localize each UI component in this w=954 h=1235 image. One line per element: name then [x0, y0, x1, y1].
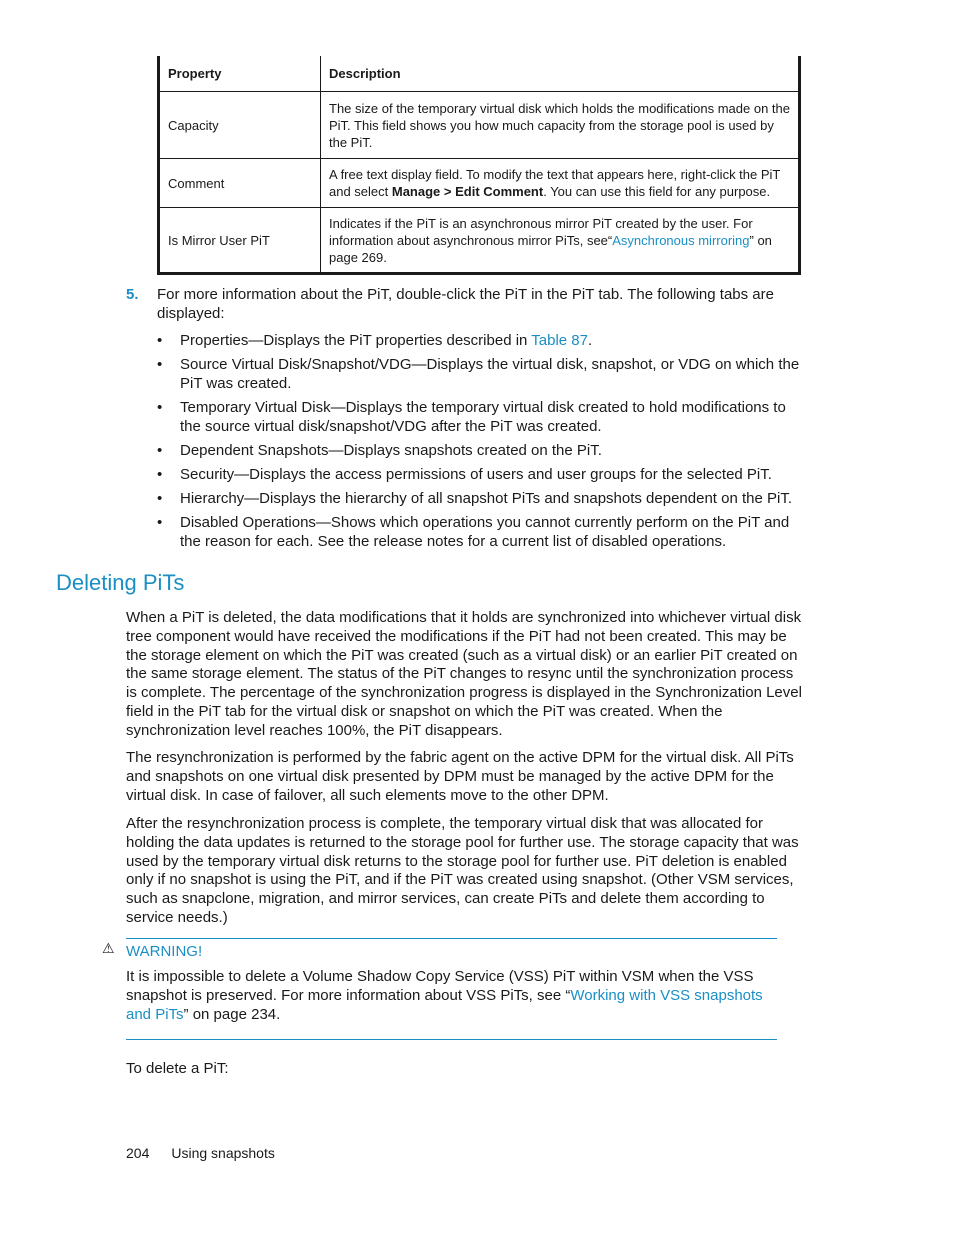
table-header-row — [159, 56, 800, 92]
paragraph: When a PiT is deleted, the data modifications that it holds are synchronized into whichever virtual disk tree component would have received the modifications if the PiT had not been created. This may be the storage element on which the PiT was created (such as a virtual disk) or an earlier PiT created on the same storage element. The status of the PiT changes to resync until the synchronization process is complete. The percentage of the synchronization progress is displayed in the Synchronization Level field in the PiT tab for the virtual disk or snapshot on which the PiT was created. When the synchronization level reaches 100%, the PiT disappears. — [126, 609, 802, 739]
list-item: • Temporary Virtual Disk—Displays the temporary virtual disk created to hold modifications to the source virtual disk/snapshot/VDG after the PiT was created. — [157, 399, 786, 435]
warning-title: WARNING! — [126, 943, 203, 960]
description-text: Indicates if the PiT is an asynchronous mirror PiT created by the user. For information about asynchronous mirror PiTs, see“ — [329, 215, 753, 248]
list-item: • Source Virtual Disk/Snapshot/VDG—Displays the virtual disk, snapshot, or VDG on which the PiT was created. — [157, 356, 800, 392]
description-cell — [321, 208, 800, 274]
paragraph: The resynchronization is performed by the fabric agent on the active DPM for the virtual disk. All PiTs and snapshots on one virtual disk presented by DPM must be managed by the active DPM for the virtual disk. In case of failover, all such elements move to the other DPM. — [126, 749, 794, 804]
table-row — [159, 92, 800, 159]
bullet-icon: • — [157, 356, 163, 373]
warning-bottom-rule — [126, 1039, 777, 1040]
step-text: For more information about the PiT, double-click the PiT in the PiT tab. The following tabs are displayed: — [157, 286, 774, 322]
async-mirroring-link[interactable]: Asynchronous mirroring — [612, 232, 750, 248]
bullet-icon: • — [157, 442, 163, 459]
bullet-icon: • — [157, 514, 163, 531]
bullet-icon: • — [157, 490, 163, 507]
description-cell — [321, 159, 800, 208]
header-property: Property — [159, 56, 321, 92]
page-number: 204 — [126, 1145, 150, 1161]
header-description: Description — [321, 56, 800, 92]
list-item: • Dependent Snapshots—Displays snapshots created on the PiT. — [157, 442, 602, 459]
warning-icon: ⚠ — [102, 940, 115, 956]
step-5 — [126, 285, 806, 556]
closing-text: To delete a PiT: — [126, 1060, 229, 1077]
list-item: • Hierarchy—Displays the hierarchy of all snapshot PiTs and snapshots dependent on the PiT. — [157, 490, 793, 507]
description-text: ” on page 269. — [329, 232, 772, 265]
description-cell: The size of the temporary virtual disk which holds the modifications made on the PiT. This field shows you how much capacity from the storage pool is used by the PiT. — [321, 92, 800, 159]
property-cell: Comment — [159, 159, 321, 208]
section-heading: Deleting PiTs — [56, 570, 185, 595]
description-text: A free text display field. To modify the text that appears here, right-click the PiT and select — [329, 167, 781, 199]
description-text: . You can use this field for any purpose. — [543, 184, 771, 199]
properties-table — [157, 56, 801, 275]
page-footer — [126, 1145, 275, 1161]
property-cell: Is Mirror User PiT — [159, 208, 321, 274]
table-87-link[interactable]: Table 87 — [531, 332, 588, 349]
step-number: 5. — [126, 286, 139, 303]
warning-top-rule — [126, 938, 777, 939]
tab-list — [126, 331, 806, 551]
footer-section-title: Using snapshots — [171, 1145, 275, 1161]
menu-path-text: Manage > Edit Comment — [391, 184, 544, 199]
warning-body: It is impossible to delete a Volume Shadow Copy Service (VSS) PiT within VSM when the VSS snapshot is preserved. For more information about VSS PiTs, see “Working with VSS snapshots and PiTs” on page 234. — [126, 968, 763, 1023]
list-item: • Properties—Displays the PiT properties described in Table 87. — [157, 332, 593, 349]
table-row — [159, 159, 800, 208]
list-item: • Disabled Operations—Shows which operations you cannot currently perform on the PiT and the reason for each. See the release notes for a current list of disabled operations. — [157, 514, 790, 550]
bullet-icon: • — [157, 399, 163, 416]
list-item: • Security—Displays the access permissions of users and user groups for the selected PiT. — [157, 466, 772, 483]
paragraph: After the resynchronization process is complete, the temporary virtual disk that was allocated for holding the data updates is returned to the storage pool for further use. The storage capacity that was used by the temporary virtual disk returns to the storage pool for further use. PiT deletion is enabled only if no snapshot is using the PiT, and if the PiT was created using snapshot. (Other VSM services, such as snapclone, migration, and mirror services, can create PiTs and delete them according to service needs.) — [126, 815, 799, 926]
property-cell: Capacity — [159, 92, 321, 159]
table-row — [159, 208, 800, 274]
bullet-icon: • — [157, 332, 163, 349]
bullet-icon: • — [157, 466, 163, 483]
vss-snapshots-link[interactable]: Working with VSS snapshots and PiTs — [126, 986, 763, 1023]
